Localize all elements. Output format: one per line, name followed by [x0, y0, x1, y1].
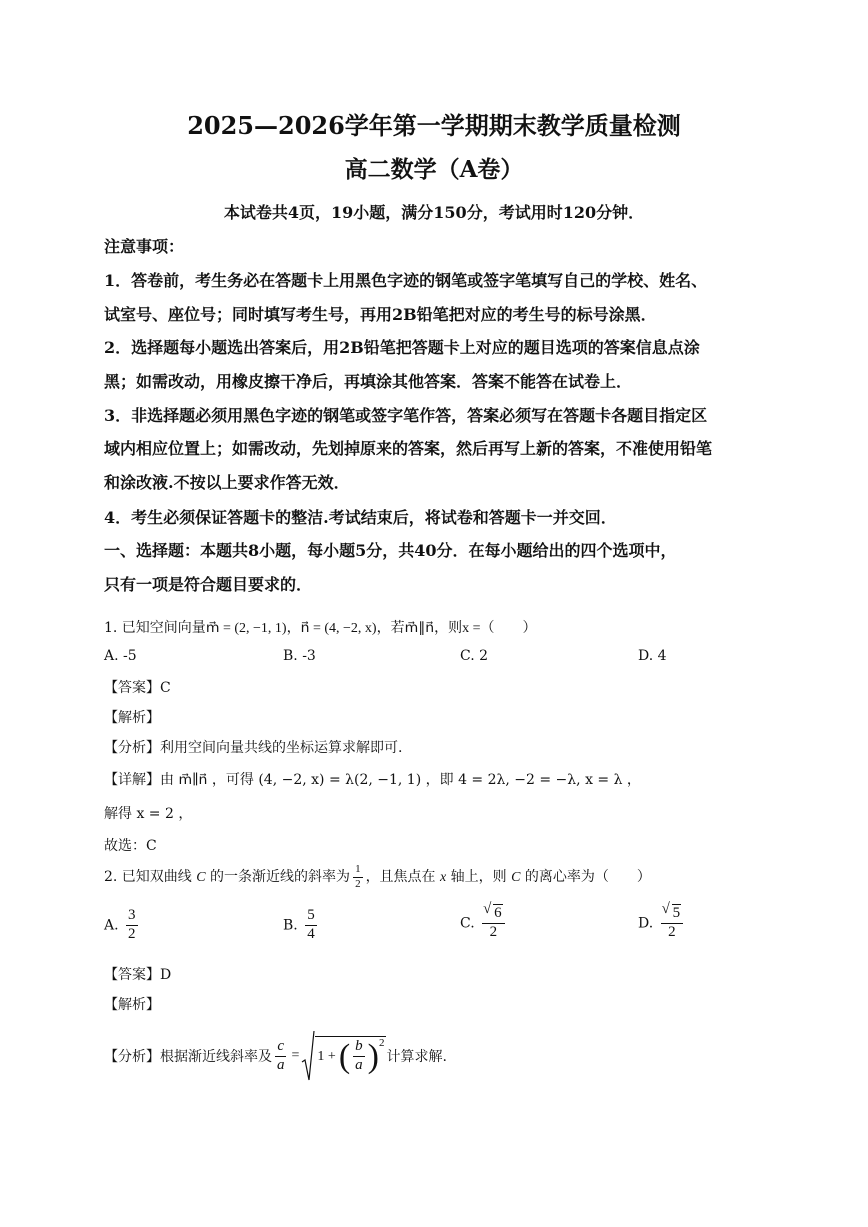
q1-parallel: m⃗∥n⃗ [404, 621, 435, 636]
q1-solve: 解得 x = 2 ， [104, 806, 193, 822]
left-paren-icon: ( [338, 1037, 351, 1075]
q2-option-d [638, 906, 686, 941]
notice-3-line2: 域内相应位置上；如需改动，先划掉原来的答案，然后再写上新的答案，不准使用铅笔 [104, 439, 713, 458]
q1-choose: 故选：C [104, 838, 157, 854]
exam-info: 本试卷共4页，19小题，满分150分，考试用时120分钟． [223, 203, 645, 222]
q2-option-a-den: 2 [128, 925, 136, 942]
notice-2-line1: 2．选择题每小题选出答案后，用2B铅笔把答题卡上对应的题目选项的答案信息点涂 [104, 338, 700, 357]
q2-option-a-num: 3 [126, 908, 138, 926]
q2-exponent: 2 [378, 1037, 385, 1050]
q1-fenxi: 【分析】利用空间向量共线的坐标运算求解即可. [104, 740, 403, 756]
q2-ratio-a-2: a [355, 1057, 363, 1073]
q2-ratio-b-over-a [353, 1039, 365, 1074]
q2-stem-b: 的一条渐近线的斜率为 [205, 869, 351, 886]
q2-option-b-label: B. [283, 917, 298, 934]
q2-sqrt-formula [301, 1030, 386, 1082]
q2-option-a [104, 908, 141, 943]
section-heading-line2: 只有一项是符合题目要求的． [104, 575, 313, 594]
q2-stem-a: 2. 已知双曲线 [104, 869, 197, 886]
q2-answer: 【答案】D [104, 967, 172, 983]
q2-option-c-den: 2 [489, 923, 498, 940]
q2-equals: = [291, 1048, 300, 1063]
q1-vector-m: m⃗ = (2, −1, 1) [205, 621, 287, 636]
q1-stem [104, 617, 784, 637]
right-paren-icon: ) [367, 1037, 379, 1075]
q1-answer: 【答案】C [104, 680, 171, 696]
q2-stem-c: ，且焦点在 [365, 869, 441, 886]
q2-option-c-label: C. [460, 915, 475, 932]
notice-3-line3: 和涂改液.不按以上要求作答无效． [104, 473, 350, 492]
q2-fenxi [104, 1030, 784, 1082]
q2-option-b [283, 908, 320, 943]
notice-3-line1: 3．非选择题必须用黑色字迹的钢笔或签字笔作答，答案必须写在答题卡各题目指定区 [104, 406, 708, 425]
q2-option-b-num: 5 [305, 908, 317, 926]
q1-option-a: A. -5 [104, 648, 137, 664]
q1-sep1: ， [286, 620, 301, 636]
q2-stem-e: 的离心率为（ ） [520, 869, 651, 886]
q2-one-plus: 1 + [317, 1048, 336, 1064]
q1-detail: 【详解】由 m⃗∥n⃗ ，可得 (4, −2, x) = λ(2, −1, 1) ，即 4 = 2λ, −2 = −λ, x = λ ， [104, 772, 641, 788]
q2-option-b-den: 4 [307, 925, 315, 942]
q1-analysis-label: 【解析】 [104, 710, 160, 726]
q2-option-d-radicand: 5 [672, 905, 681, 921]
q2-option-d-fraction [661, 906, 684, 941]
q1-stem-b: ，则 [434, 620, 463, 636]
q2-option-a-label: A. [104, 917, 119, 934]
q2-x-axis: x [440, 870, 447, 886]
sqrt-icon [484, 906, 503, 922]
q2-curve-c: C [196, 870, 206, 886]
exam-title: 2025—2026学年第一学期期末教学质量检测 [187, 111, 681, 140]
q2-option-c-radicand: 6 [494, 905, 502, 921]
q1-vector-n: n⃗ = (4, −2, x) [300, 621, 377, 636]
exam-subtitle: 高二数学（A卷） [344, 156, 524, 183]
q2-option-c [460, 906, 508, 941]
q2-option-c-fraction [482, 906, 505, 941]
notice-1-line2: 试室号、座位号；同时填写考生号，再用2B铅笔把对应的考生号的标号涂黑． [104, 305, 657, 324]
q2-stem [104, 864, 784, 890]
q1-x-eq: x = [462, 621, 481, 636]
q2-ratio-c-over-a [275, 1039, 287, 1074]
section-heading-line1: 一、选择题：本题共8小题，每小题5分，共40分．在每小题给出的四个选项中， [104, 541, 677, 560]
q2-slope-fraction [353, 864, 363, 890]
q2-ratio-c: c [275, 1039, 286, 1057]
q2-option-d-den: 2 [668, 923, 676, 940]
q2-radicand [315, 1036, 386, 1074]
q2-option-c-num [482, 906, 505, 924]
notice-1-line1: 1．答卷前，考生务必在答题卡上用黑色字迹的钢笔或签字笔填写自己的学校、姓名、 [104, 271, 708, 290]
q1-stem-a: 1. 已知空间向量 [104, 620, 206, 636]
q1-option-b: B. -3 [283, 648, 316, 664]
q2-slope-den: 2 [355, 877, 361, 890]
q2-slope-num: 1 [353, 864, 363, 878]
notice-2-line2: 黑；如需改动，用橡皮擦干净后，再填涂其他答案．答案不能答在试卷上． [104, 372, 633, 391]
notice-4-line1: 4．考生必须保证答题卡的整洁.考试结束后，将试卷和答题卡一并交回． [104, 508, 617, 527]
q2-ratio-a: a [277, 1056, 285, 1073]
notice-heading: 注意事项： [104, 237, 185, 256]
sqrt-icon [663, 906, 682, 922]
q2-option-b-fraction [305, 908, 317, 943]
q1-sep2: ，若 [376, 620, 405, 636]
q1-option-d: D. 4 [638, 648, 667, 664]
q2-fenxi-a: 【分析】根据渐近线斜率及 [104, 1049, 272, 1065]
q2-analysis-label: 【解析】 [104, 997, 160, 1013]
q2-curve-c-2: C [511, 870, 521, 886]
q1-option-c: C. 2 [460, 648, 489, 664]
q2-option-a-fraction [126, 908, 138, 943]
q2-ratio-b: b [353, 1039, 365, 1057]
q1-blank: （ ） [480, 620, 537, 636]
q2-option-d-num [661, 906, 684, 924]
q2-option-d-label: D. [638, 915, 654, 932]
q2-fenxi-b: 计算求解. [386, 1049, 447, 1065]
sqrt-icon [301, 1030, 315, 1082]
q2-stem-d: 轴上，则 [446, 869, 512, 886]
